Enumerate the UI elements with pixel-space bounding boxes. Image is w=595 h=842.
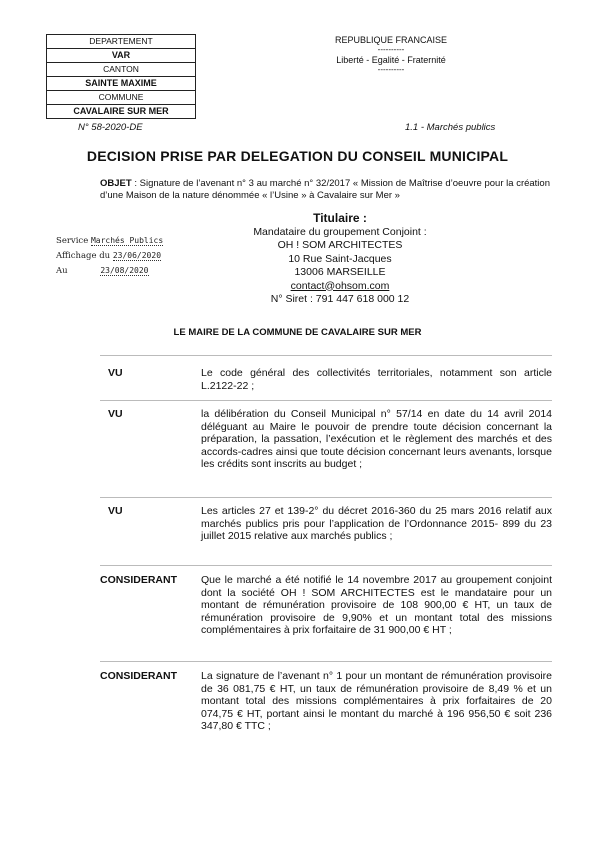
titulaire-line: 13006 MARSEILLE bbox=[294, 266, 386, 278]
separator bbox=[100, 497, 552, 498]
clause-text: Le code général des collectivités territoriales, notamment son article L.2122-22 ; bbox=[201, 367, 552, 392]
separator bbox=[100, 661, 552, 662]
titulaire-heading: Titulaire : bbox=[313, 211, 367, 225]
category: 1.1 - Marchés publics bbox=[405, 122, 496, 133]
box-departement-value: VAR bbox=[47, 48, 195, 62]
box-departement-label: DEPARTEMENT bbox=[89, 36, 153, 46]
separator bbox=[100, 400, 552, 401]
clause-text: la délibération du Conseil Municipal n° 57/14 en date du 14 avril 2014 déléguant au Maire le pouvoir de prendre toute décision concernant la préparation, la passation, l’exécution et le règlement des marchés et des accords-cadres ainsi que toute décision concernant leurs avenants, lorsque les crédits sont inscrits au budget ; bbox=[201, 408, 552, 471]
decision-number: N° 58-2020-DE bbox=[78, 122, 143, 133]
clause-key: VU bbox=[108, 408, 123, 420]
commune-header-box bbox=[46, 34, 196, 119]
stamp-service bbox=[56, 236, 163, 246]
box-commune-value: CAVALAIRE SUR MER bbox=[47, 104, 195, 118]
clause-text: La signature de l’avenant n° 1 pour un montant de rémunération provisoire de 36 081,75 € HT, un taux de rémunération provisoire de 8,49 % et un montant total des missions complémentaires à prix forfaitaires de 20 074,75 € HT, portant ainsi le montant du marché à 196 956,50 € soit 236 347,80 € TTC ; bbox=[201, 670, 552, 733]
page-title: DECISION PRISE PAR DELEGATION DU CONSEIL MUNICIPAL bbox=[86, 148, 509, 164]
clause-text: Que le marché a été notifié le 14 novembre 2017 au groupement conjoint dont la société OH ! SOM ARCHITECTES est le mandataire pour un montant de rémunération provisoire de 108 900,00 € HT, un taux de rémunération provisoire de 9,90% et un montant total des missions complémentaires à prix forfaitaire de 31 900,00 € HT ; bbox=[201, 574, 552, 637]
objet-label: OBJET bbox=[100, 178, 132, 189]
clause-key: CONSIDERANT bbox=[100, 670, 178, 682]
titulaire-block bbox=[240, 212, 440, 307]
box-commune-label: COMMUNE bbox=[47, 90, 195, 104]
clause-key: VU bbox=[108, 505, 123, 517]
stamp-affichage-value: 23/06/2020 bbox=[112, 251, 162, 260]
clause-key: CONSIDERANT bbox=[100, 574, 178, 586]
titulaire-email: contact@ohsom.com bbox=[290, 279, 390, 292]
stamp-au-value: 23/08/2020 bbox=[100, 266, 149, 275]
dash-separator: ---------- bbox=[377, 45, 405, 54]
stamp-au bbox=[56, 266, 149, 276]
separator bbox=[100, 355, 552, 356]
maire-heading: LE MAIRE DE LA COMMUNE DE CAVALAIRE SUR MER bbox=[173, 327, 422, 338]
republique-title: REPUBLIQUE FRANCAISE bbox=[334, 35, 448, 45]
clause-text: Les articles 27 et 139-2° du décret 2016-360 du 25 mars 2016 relatif aux marchés publics pris pour l’application de l’Ordonnance 2015- 899 du 23 juillet 2015 relative aux marchés publics ; bbox=[201, 505, 552, 543]
objet-text: : Signature de l’avenant n° 3 au marché n° 32/2017 « Mission de Maîtrise d’oeuvre pour la création d’une Maison de la nature dénommée « l’Usine » à Cavalaire sur Mer » bbox=[100, 178, 550, 201]
republique-block bbox=[325, 34, 457, 74]
titulaire-siret: N° Siret : 791 447 618 000 12 bbox=[270, 293, 410, 305]
box-canton-value: SAINTE MAXIME bbox=[47, 76, 195, 90]
separator bbox=[100, 565, 552, 566]
stamp-au-label: Au bbox=[56, 266, 68, 276]
stamp-service-value: Marchés Publics bbox=[90, 236, 164, 245]
box-canton-label: CANTON bbox=[47, 62, 195, 76]
titulaire-line: Mandataire du groupement Conjoint : bbox=[253, 225, 427, 238]
stamp-affichage bbox=[56, 251, 161, 261]
titulaire-line: OH ! SOM ARCHITECTES bbox=[277, 239, 403, 251]
stamp-service-label: Service bbox=[56, 236, 89, 246]
devise: Liberté - Egalité - Fraternité bbox=[336, 55, 446, 65]
clause-key: VU bbox=[108, 367, 123, 379]
dash-separator: ---------- bbox=[377, 65, 405, 74]
stamp-affichage-label: Affichage du bbox=[56, 251, 111, 261]
objet-paragraph bbox=[100, 178, 550, 202]
titulaire-line: 10 Rue Saint-Jacques bbox=[288, 252, 392, 265]
